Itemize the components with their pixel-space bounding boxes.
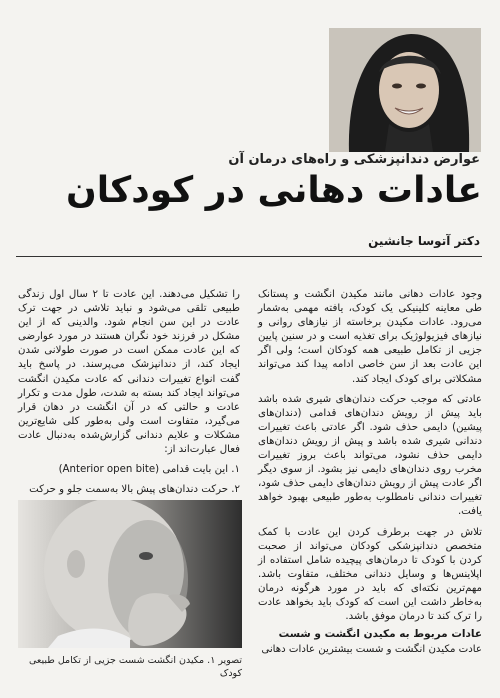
article-title: عادات دهانی در کودکان: [66, 170, 482, 211]
paragraph: را تشکیل می‌دهند. این عادت تا ۲ سال اول زندگی طبیعی تلقی می‌شود و نباید تلاشی در جهت ترک عادت در این سن انجام شود. والدینی که از این مشکل در فرزند خود نگران هستند در مورد عوارضی که این عادت ممکن است در صورت طولانی شدن ایجاد کند، از دندانپزشک می‌پرسند. در پاسخ باید گفت انواع تغییرات دندانی که عادت مکیدن انگشت می‌تواند ایجاد کند بسته به شدت، طول مدت و تکرار عادت و حالتی که در آن انگشت در دهان قرار می‌گیرد، متفاوت است ولی به‌طور کلی شایع‌ترین مشکلات و علایم دندانی گزارش‌شده به‌دنبال عادت فعال عبارت‌اند از:: [18, 289, 240, 456]
paragraph: تلاش در جهت برطرف کردن این عادت با کمک متخصص دندانپزشکی کودکان می‌تواند از صحبت کردن با کودک تا درمان‌های پیچیده شامل استفاده از اپلاینس‌ها و وسایل دندانی مختلف، متفاوت باشد. مهم‌ترین نکته‌ای که باید در مورد هرگونه درمان به‌خاطر داشت این است که کودک باید بخواهد عادت را ترک کند تا درمان موفق باشد.: [258, 526, 482, 623]
author-photo: [329, 28, 481, 152]
list-item: ۲. حرکت دندان‌های پیش بالا به‌سمت جلو و حرکت: [29, 484, 240, 496]
section-heading: عادات مربوط به مکیدن انگشت و شست: [278, 628, 482, 640]
paragraph: وجود عادات دهانی مانند مکیدن انگشت و پستانک طی معاینه کلینیکی یک کودک، یافته مهمی به‌شمار می‌رود. عادات مکیدن برخاسته از نیازهای روانی و نیازهای فیزیولوژیک برای تغذیه است و در سنین پایین جزیی از تکامل طبیعی همه کودکان است؛ ولی اگر این عادت بعد از سن خاصی ادامه پیدا کند می‌تواند مشکلاتی برای کودک ایجاد کند.: [258, 289, 482, 385]
title-divider: [16, 256, 482, 257]
paragraph: عادتی که موجب حرکت دندان‌های شیری شده باشد باید پیش از رویش دندان‌های قدامی (دندان‌های پیشین) دایمی حذف شود. اگر عادتی باعث تغییرات دندانی شیری شده باشد و پیش از رویش دندان‌های دایمی حذف نشود، می‌تواند باعث بروز تغییرات مخرب روی دندان‌های دایمی نیز بشود. از سوی دیگر اگر عادت پیش از رویش دندان‌های دایمی حذف شود، تغییرات دندانی نامطلوب به‌طور طبیعی بهبود خواهد یافت.: [258, 393, 482, 518]
author-byline: دکتر آتوسا جانشین: [368, 234, 480, 248]
section-text: عادت مکیدن انگشت و شست بیشترین عادات دهانی: [261, 644, 482, 655]
baby-image: [18, 500, 242, 648]
left-text-column: [18, 288, 240, 503]
baby-thumb-sucking-photo: [18, 500, 242, 648]
right-text-column: [258, 288, 482, 630]
list-item: ۱. این بایت قدامی (Anterior open bite): [58, 464, 240, 476]
article-subtitle: عوارض دندانپزشکی و راه‌های درمان آن: [228, 152, 480, 167]
figure-caption: تصویر ۱. مکیدن انگشت شست جزیی از تکامل طبیعی کودک: [29, 655, 242, 679]
author-portrait-image: [329, 28, 481, 152]
